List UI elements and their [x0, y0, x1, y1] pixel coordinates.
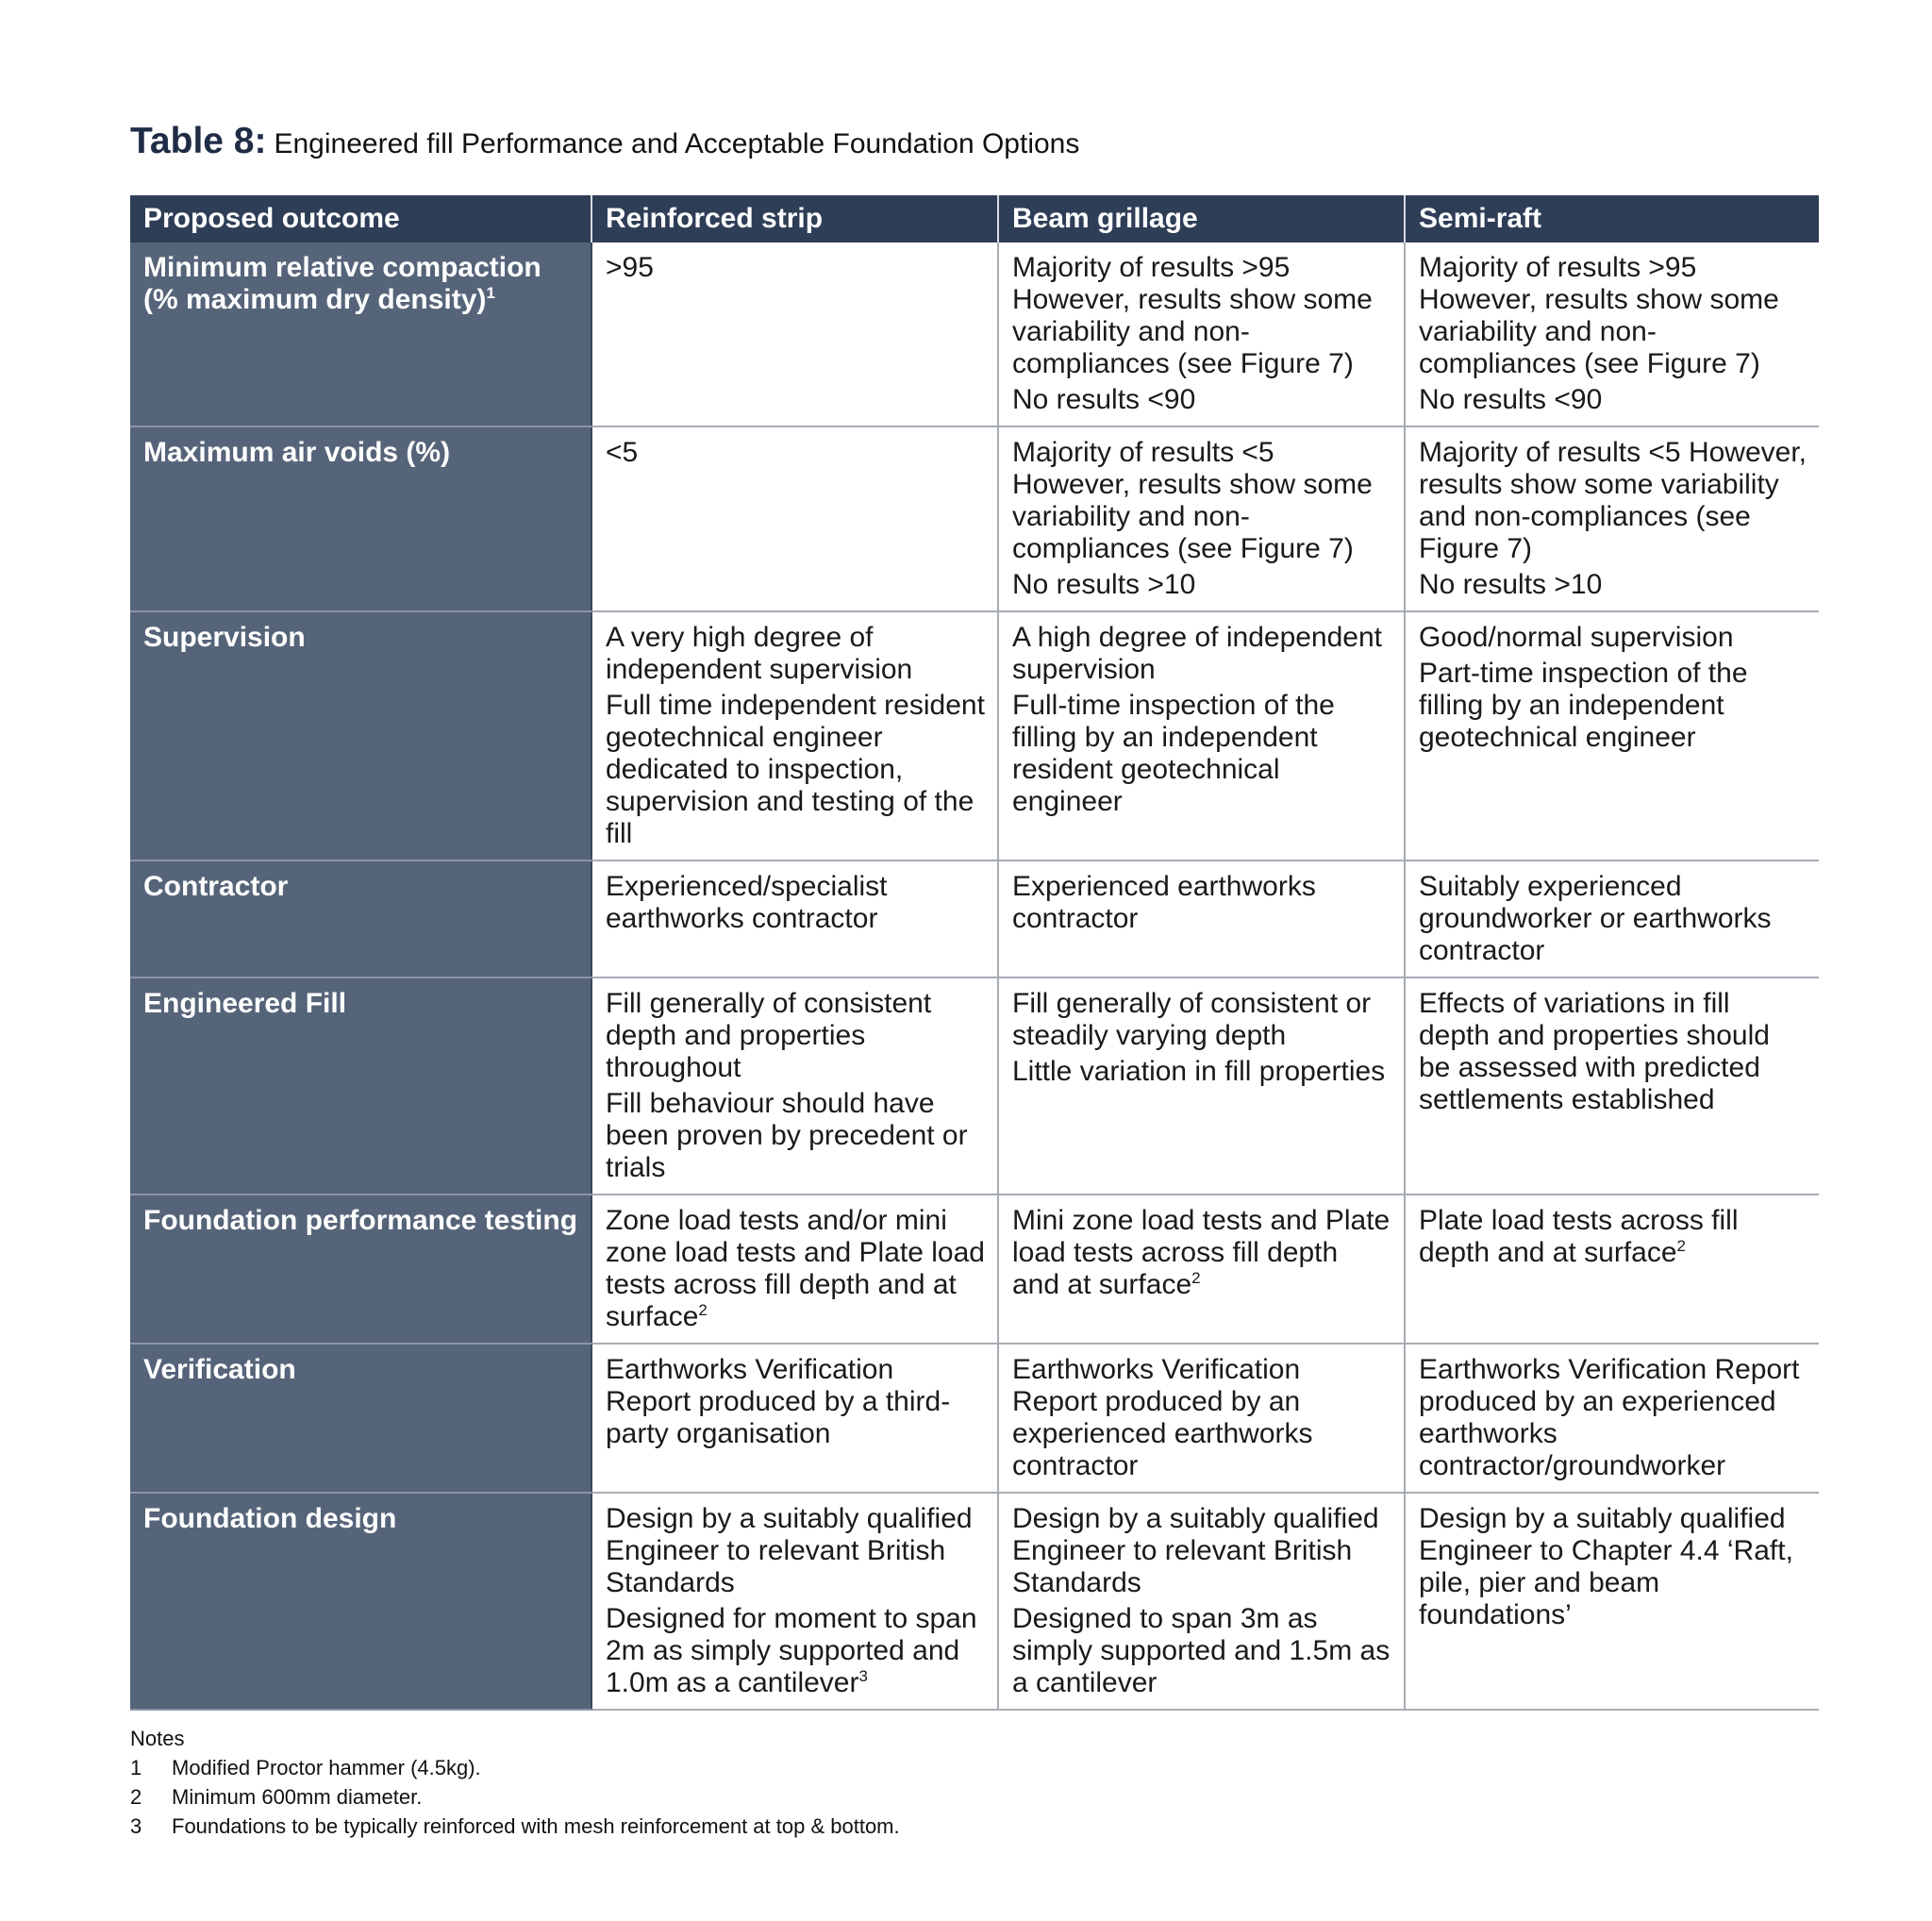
row-label-cell: [130, 1344, 591, 1493]
footnote-marker: 2: [1191, 1269, 1201, 1287]
footnote-marker: 1: [486, 284, 495, 302]
header-beam-grillage: Beam grillage: [998, 195, 1405, 242]
cell-reinforced-strip: [591, 242, 998, 426]
cell-paragraph: Designed to span 3m as simply supported and 1.5m as a cantilever: [1012, 1603, 1391, 1698]
table-caption: Engineered fill Performance and Acceptable Foundation Options: [274, 128, 1080, 159]
cell-text: [1419, 384, 1807, 416]
cell-beam-grillage: [998, 1194, 1405, 1344]
cell-beam-grillage: [998, 242, 1405, 426]
cell-text: [606, 622, 986, 686]
cell-paragraph: Effects of variations in fill depth and properties should be assessed with predicted settlements established: [1419, 988, 1770, 1115]
note-item: [130, 1753, 1819, 1782]
cell-reinforced-strip: [591, 1493, 998, 1710]
row-label-cell: [130, 426, 591, 611]
cell-text: [606, 871, 986, 935]
cell-semi-raft: [1405, 611, 1819, 860]
cell-text: [1419, 622, 1807, 654]
cell-reinforced-strip: [591, 1194, 998, 1344]
cell-text: [606, 252, 986, 284]
cell-paragraph: Designed for moment to span 2m as simply supported and 1.0m as a cantilever: [606, 1603, 977, 1698]
cell-text: [1012, 437, 1392, 565]
cell-beam-grillage: [998, 426, 1405, 611]
cell-text: [1012, 1354, 1392, 1482]
header-semi-raft: Semi-raft: [1405, 195, 1819, 242]
cell-semi-raft: [1405, 242, 1819, 426]
cell-paragraph: Fill generally of consistent depth and properties throughout: [606, 988, 932, 1083]
row-label-cell: [130, 1493, 591, 1710]
row-label: Engineered Fill: [143, 988, 347, 1019]
note-number: 2: [130, 1785, 142, 1809]
cell-paragraph: Majority of results >95 However, results show some variability and non-compliances (see Figure 7): [1419, 252, 1779, 379]
cell-semi-raft: [1405, 1344, 1819, 1493]
cell-paragraph: No results >10: [1419, 569, 1603, 600]
notes-section: [130, 1724, 1819, 1841]
header-proposed-outcome: Proposed outcome: [130, 195, 591, 242]
cell-paragraph: Part-time inspection of the filling by an independent geotechnical engineer: [1419, 658, 1748, 753]
cell-paragraph: A high degree of independent supervision: [1012, 622, 1383, 685]
cell-paragraph: <5: [606, 437, 639, 468]
cell-reinforced-strip: [591, 860, 998, 977]
cell-semi-raft: [1405, 860, 1819, 977]
cell-paragraph: Majority of results <5 However, results show some variability and non-compliances (see Figure 7): [1012, 437, 1373, 564]
row-label: Foundation design: [143, 1503, 397, 1534]
note-item: [130, 1812, 1819, 1841]
cell-semi-raft: [1405, 1493, 1819, 1710]
document-page: [130, 119, 1819, 1841]
table-row: [130, 1493, 1819, 1710]
cell-text: [606, 1088, 986, 1184]
cell-reinforced-strip: [591, 977, 998, 1194]
cell-paragraph: Plate load tests across fill depth and at surface: [1419, 1205, 1739, 1268]
cell-paragraph: Fill behaviour should have been proven by precedent or trials: [606, 1088, 968, 1183]
cell-text: [606, 690, 986, 850]
header-reinforced-strip: Reinforced strip: [591, 195, 998, 242]
notes-heading: Notes: [130, 1727, 185, 1750]
cell-beam-grillage: [998, 860, 1405, 977]
row-label: Supervision: [143, 622, 306, 653]
cell-text: [606, 1205, 986, 1333]
cell-beam-grillage: [998, 977, 1405, 1194]
footnote-marker: 2: [698, 1301, 708, 1319]
row-label-cell: [130, 977, 591, 1194]
cell-paragraph: Earthworks Verification Report produced by an experienced earthworks contractor/groundworker: [1419, 1354, 1800, 1481]
cell-paragraph: Majority of results >95 However, results show some variability and non-compliances (see Figure 7): [1012, 252, 1373, 379]
foundation-options-table: [130, 195, 1819, 1711]
row-label: Minimum relative compaction (% maximum dry density): [143, 252, 541, 315]
cell-text: [1419, 658, 1807, 754]
cell-text: [1012, 569, 1392, 601]
cell-text: [1012, 1205, 1392, 1301]
cell-paragraph: Mini zone load tests and Plate load tests across fill depth and at surface: [1012, 1205, 1391, 1300]
cell-paragraph: Suitably experienced groundworker or earthworks contractor: [1419, 871, 1772, 966]
note-item: [130, 1782, 1819, 1812]
note-number: 3: [130, 1814, 142, 1838]
cell-text: [1012, 1056, 1392, 1088]
cell-text: [1012, 871, 1392, 935]
note-text: Foundations to be typically reinforced with mesh reinforcement at top & bottom.: [172, 1814, 900, 1838]
cell-paragraph: A very high degree of independent supervision: [606, 622, 913, 685]
cell-paragraph: Majority of results <5 However, results show some variability and non-compliances (see Figure 7): [1419, 437, 1807, 564]
cell-reinforced-strip: [591, 1344, 998, 1493]
cell-reinforced-strip: [591, 611, 998, 860]
table-row: [130, 1344, 1819, 1493]
table-number: Table 8:: [130, 121, 267, 161]
cell-text: [1419, 1354, 1807, 1482]
cell-text: [1419, 1205, 1807, 1269]
cell-paragraph: Good/normal supervision: [1419, 622, 1734, 653]
cell-paragraph: Zone load tests and/or mini zone load tests and Plate load tests across fill depth and at surface: [606, 1205, 985, 1332]
cell-text: [1419, 569, 1807, 601]
cell-text: [606, 1503, 986, 1599]
cell-text: [1012, 1503, 1392, 1599]
cell-text: [1012, 252, 1392, 380]
table-title: [130, 119, 1819, 167]
cell-text: [1012, 622, 1392, 686]
table-row: [130, 611, 1819, 860]
cell-text: [1012, 690, 1392, 818]
cell-text: [606, 1354, 986, 1450]
footnote-marker: 3: [858, 1667, 868, 1685]
cell-text: [606, 1603, 986, 1699]
row-label-cell: [130, 860, 591, 977]
cell-text: [1419, 871, 1807, 967]
table-header-row: [130, 195, 1819, 242]
row-label: Foundation performance testing: [143, 1205, 578, 1236]
cell-reinforced-strip: [591, 426, 998, 611]
cell-paragraph: Design by a suitably qualified Engineer to Chapter 4.4 ‘Raft, pile, pier and beam foundations’: [1419, 1503, 1793, 1630]
cell-semi-raft: [1405, 426, 1819, 611]
cell-paragraph: No results >10: [1012, 569, 1196, 600]
cell-semi-raft: [1405, 977, 1819, 1194]
cell-beam-grillage: [998, 1344, 1405, 1493]
cell-paragraph: Little variation in fill properties: [1012, 1056, 1386, 1087]
cell-beam-grillage: [998, 611, 1405, 860]
cell-paragraph: Full-time inspection of the filling by an independent resident geotechnical engineer: [1012, 690, 1335, 817]
cell-paragraph: No results <90: [1012, 384, 1196, 415]
row-label-cell: [130, 1194, 591, 1344]
cell-paragraph: Earthworks Verification Report produced by a third-party organisation: [606, 1354, 951, 1449]
cell-paragraph: >95: [606, 252, 654, 283]
cell-semi-raft: [1405, 1194, 1819, 1344]
cell-paragraph: Full time independent resident geotechnical engineer dedicated to inspection, supervision and testing of the fill: [606, 690, 985, 849]
row-label: Maximum air voids (%): [143, 437, 451, 468]
table-row: [130, 1194, 1819, 1344]
cell-paragraph: Earthworks Verification Report produced by an experienced earthworks contractor: [1012, 1354, 1313, 1481]
cell-paragraph: No results <90: [1419, 384, 1603, 415]
cell-paragraph: Design by a suitably qualified Engineer to relevant British Standards: [1012, 1503, 1379, 1598]
cell-paragraph: Experienced earthworks contractor: [1012, 871, 1316, 934]
note-text: Modified Proctor hammer (4.5kg).: [172, 1756, 481, 1779]
table-row: [130, 242, 1819, 426]
cell-text: [1012, 384, 1392, 416]
cell-paragraph: Design by a suitably qualified Engineer to relevant British Standards: [606, 1503, 973, 1598]
cell-text: [1419, 252, 1807, 380]
cell-paragraph: Experienced/specialist earthworks contractor: [606, 871, 888, 934]
cell-text: [1419, 1503, 1807, 1631]
cell-text: [1419, 988, 1807, 1116]
cell-text: [606, 988, 986, 1084]
row-label: Verification: [143, 1354, 296, 1385]
row-label-cell: [130, 242, 591, 426]
footnote-marker: 2: [1676, 1237, 1686, 1255]
table-row: [130, 860, 1819, 977]
row-label: Contractor: [143, 871, 289, 902]
cell-beam-grillage: [998, 1493, 1405, 1710]
table-row: [130, 426, 1819, 611]
cell-text: [606, 437, 986, 469]
table-row: [130, 977, 1819, 1194]
cell-text: [1012, 988, 1392, 1052]
note-text: Minimum 600mm diameter.: [172, 1785, 423, 1809]
cell-text: [1012, 1603, 1392, 1699]
row-label-cell: [130, 611, 591, 860]
cell-paragraph: Fill generally of consistent or steadily varying depth: [1012, 988, 1372, 1051]
cell-text: [1419, 437, 1807, 565]
note-number: 1: [130, 1756, 142, 1779]
